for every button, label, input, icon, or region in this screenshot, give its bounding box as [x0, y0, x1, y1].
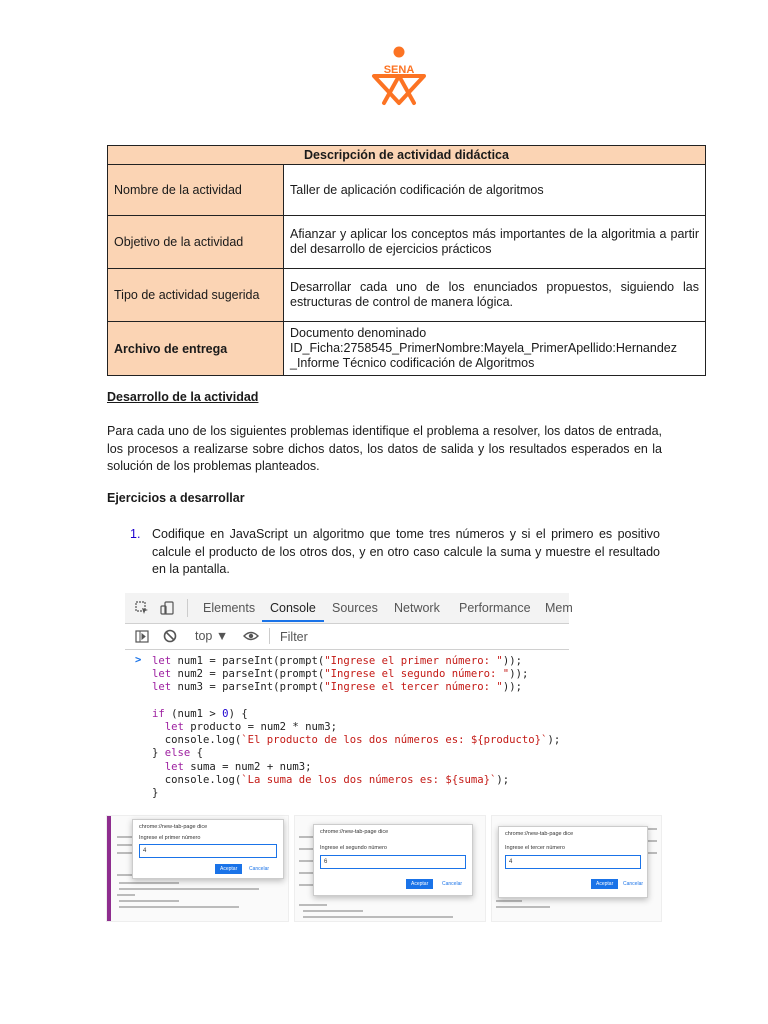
dialog-cancel-button[interactable]: Cancelar [442, 881, 463, 887]
prompt-dialog-3 [498, 826, 648, 898]
inspect-element-icon[interactable] [135, 601, 149, 615]
sena-logo [370, 45, 428, 105]
value-activity-name: Taller de aplicación codificación de algoritmos [284, 165, 706, 216]
label-activity-objective: Objetivo de la actividad [108, 216, 284, 269]
code-line: console.log(`El producto de los dos números es: ${producto}`); [152, 734, 561, 747]
dialog-label: Ingrese el segundo número [320, 845, 387, 851]
filter-input[interactable]: Filter [280, 630, 308, 644]
code-line: let num1 = parseInt(prompt("Ingrese el primer número: ")); [152, 655, 522, 667]
dialog-label: Ingrese el tercer número [505, 845, 565, 851]
dialog-input[interactable]: 6 [320, 855, 466, 869]
label-activity-type: Tipo de actividad sugerida [108, 269, 284, 322]
tab-performance[interactable]: Performance [459, 601, 531, 615]
exercises-title: Ejercicios a desarrollar [107, 491, 245, 505]
prompt-screenshot-1 [106, 815, 289, 922]
code-line: let producto = num2 * num3; [152, 720, 337, 733]
dialog-input[interactable]: 4 [139, 844, 277, 858]
value-delivery-file [284, 322, 706, 376]
label-activity-name: Nombre de la actividad [108, 165, 284, 216]
tab-elements[interactable]: Elements [203, 601, 256, 615]
label-delivery-file: Archivo de entrega [108, 322, 284, 376]
eye-icon[interactable] [243, 631, 259, 641]
table-header: Descripción de actividad didáctica [108, 146, 706, 165]
prompt-screenshot-3 [491, 815, 662, 922]
value-activity-objective: Afianzar y aplicar los conceptos más importantes de la algoritmia a partir del desarrollo de ejercicios prácticos [284, 216, 706, 269]
code-line: console.log(`La suma de los dos números es: ${suma}`); [152, 773, 510, 786]
active-tab-indicator [262, 620, 324, 622]
code-line: let num3 = parseInt(prompt("Ingrese el tercer número: ")); [152, 681, 522, 694]
dialog-label: Ingrese el primer número [139, 835, 201, 841]
device-toolbar-icon[interactable] [160, 601, 174, 615]
tab-network[interactable]: Network [394, 601, 440, 615]
dialog-ok-button[interactable]: Aceptar [591, 879, 618, 889]
devtools-tabbar [125, 593, 573, 624]
tab-memory[interactable]: Mem [545, 601, 573, 615]
dialog-title: chrome://new-tab-page dice [320, 829, 389, 835]
code-line: let suma = num2 + num3; [152, 760, 312, 773]
console-code [125, 650, 569, 800]
dialog-title: chrome://new-tab-page dice [139, 824, 208, 830]
clear-console-icon[interactable] [163, 629, 177, 643]
exercise-1 [130, 526, 660, 579]
section-title: Desarrollo de la actividad [107, 390, 259, 404]
sena-logo-graphic [370, 45, 428, 105]
prompt-screenshot-2 [294, 815, 486, 922]
code-line: let num2 = parseInt(prompt("Ingrese el segundo número: ")); [152, 668, 529, 681]
intro-paragraph: Para cada uno de los siguientes problemas identifique el problema a resolver, los datos de entrada, los procesos a realizarse sobre dichos datos, los datos de salida y los resultados esperados en la solución de los problemas planteados. [107, 424, 662, 473]
sidebar-toggle-icon[interactable] [135, 630, 149, 643]
dialog-ok-button[interactable]: Aceptar [406, 879, 433, 889]
code-line: } [152, 786, 159, 799]
delivery-line-2: ID_Ficha:2758545_PrimerNombre:Mayela_PrimerApellido:Hernandez [290, 341, 677, 355]
svg-text:SENA: SENA [383, 64, 415, 76]
code-line-blank [152, 695, 569, 708]
delivery-line-1: Documento denominado [290, 326, 427, 340]
prompt-dialog-1 [132, 819, 284, 879]
exercise-1-number: 1. [130, 527, 141, 541]
dialog-input[interactable]: 4 [505, 855, 641, 869]
code-line: if (num1 > 0) { [152, 707, 248, 720]
activity-description-table [107, 145, 706, 376]
delivery-line-3: _Informe Técnico codificación de Algoritmos [290, 356, 535, 370]
console-prompt-icon: > [135, 654, 142, 666]
prompt-dialog-2 [313, 824, 473, 896]
dialog-title: chrome://new-tab-page dice [505, 831, 574, 837]
devtools-console-screenshot [125, 593, 573, 808]
tab-sources[interactable]: Sources [332, 601, 378, 615]
exercise-1-text: Codifique en JavaScript un algoritmo que tome tres números y si el primero es positivo calcule el producto de los otros dos, y en otro caso calcule la suma y muestre el resultado en la pantalla. [152, 527, 660, 576]
console-toolbar [125, 624, 569, 650]
dialog-ok-button[interactable]: Aceptar [215, 864, 242, 874]
tab-console[interactable]: Console [270, 601, 316, 615]
context-selector[interactable]: top ▼ [195, 629, 229, 643]
code-line: } else { [152, 747, 204, 760]
value-activity-type: Desarrollar cada uno de los enunciados propuestos, siguiendo las estructuras de control de manera lógica. [284, 269, 706, 322]
dialog-cancel-button[interactable]: Cancelar [249, 866, 270, 872]
dialog-cancel-button[interactable]: Cancelar [623, 881, 644, 887]
